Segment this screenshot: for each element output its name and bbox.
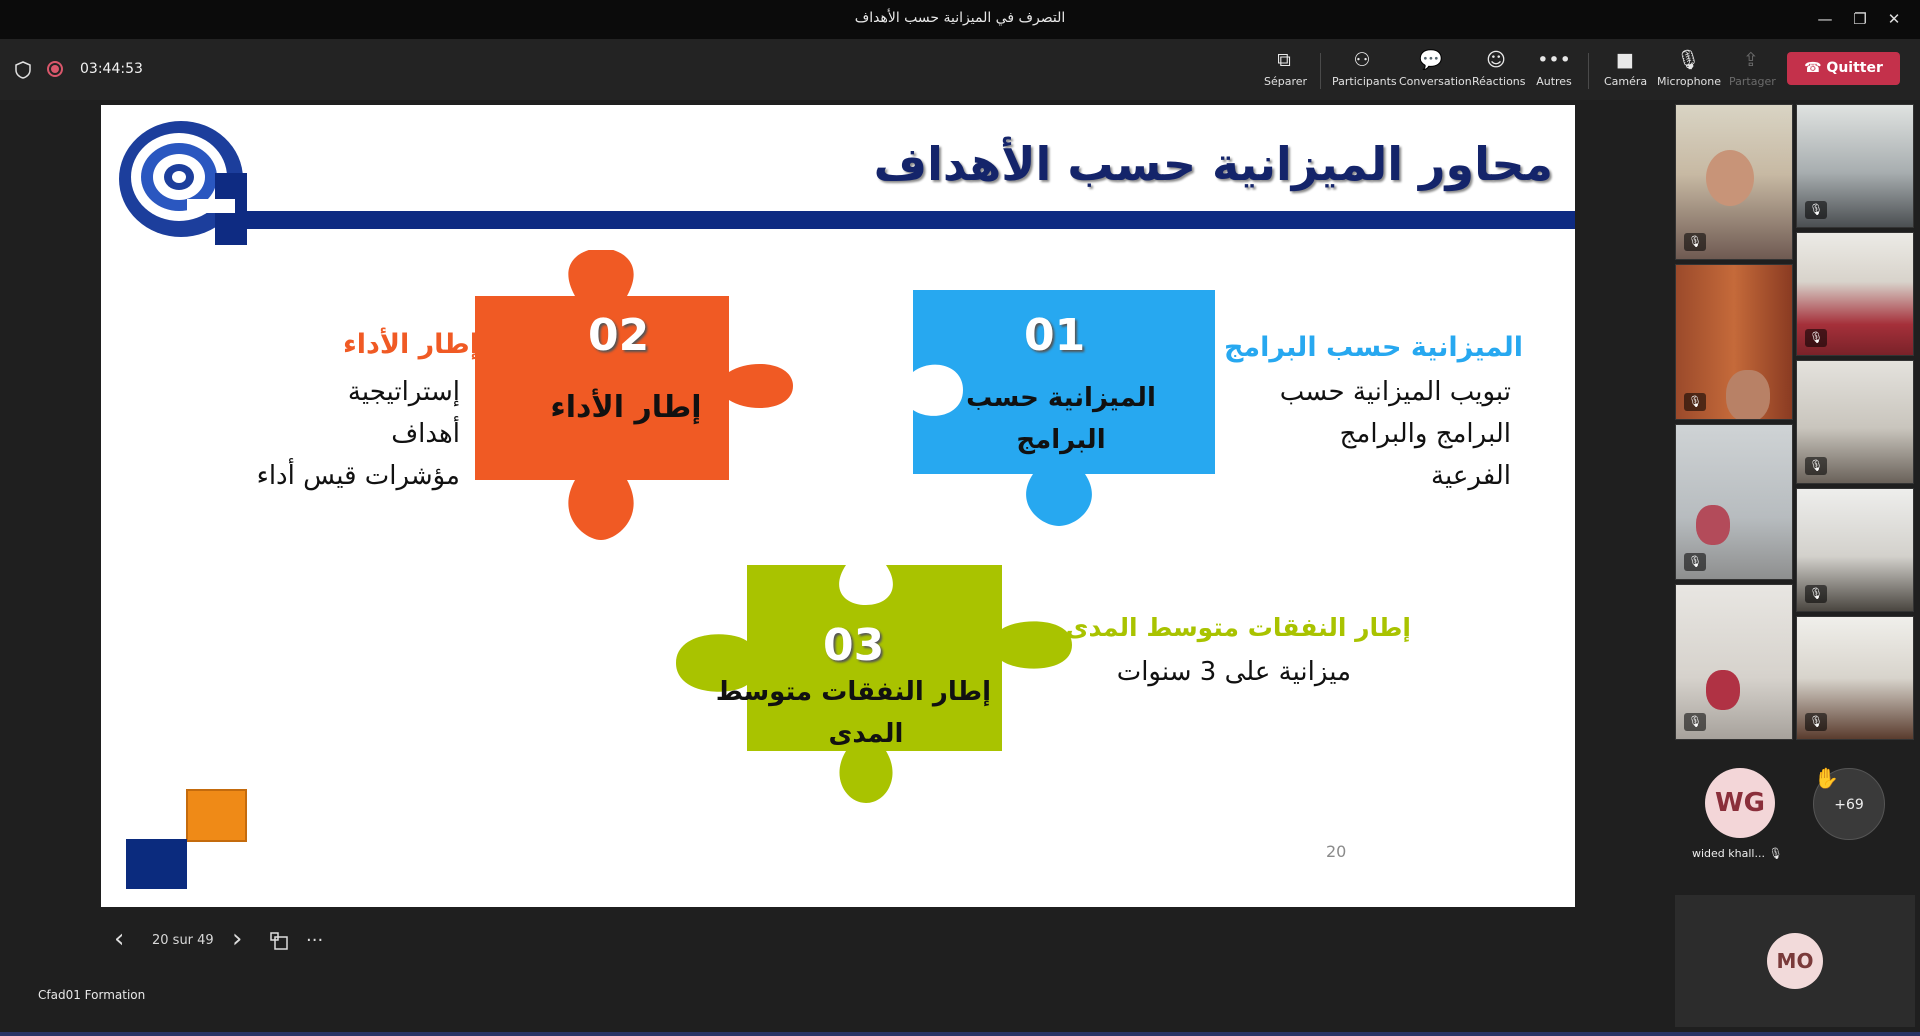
camera-off-icon: ■	[1616, 49, 1634, 71]
mic-off-icon: 🎙	[1684, 553, 1706, 571]
grid-view-icon[interactable]	[270, 932, 288, 950]
participant-video-tile[interactable]	[1796, 616, 1914, 740]
presenter-name: Cfad01 Formation	[38, 988, 146, 1002]
mic-off-icon: 🎙	[1768, 847, 1783, 860]
piece-03-label-line2: المدى	[828, 719, 904, 749]
toolbar-divider	[1588, 53, 1589, 89]
leave-label: Quitter	[1826, 60, 1883, 76]
participant-video-tile[interactable]	[1675, 424, 1793, 580]
participant-name-text: wided khall...	[1692, 847, 1765, 860]
share-label: Partager	[1729, 75, 1776, 88]
desc-01-heading: الميزانية حسب البرامج	[1223, 332, 1523, 363]
mic-off-icon: 🎙	[1675, 49, 1701, 71]
more-label: Autres	[1536, 75, 1572, 88]
participants-label: Participants	[1332, 75, 1397, 88]
popout-label: Séparer	[1264, 75, 1308, 88]
slide-title: محاور الميزانية حسب الأهداف	[873, 137, 1553, 191]
share-icon: ⇪	[1743, 49, 1759, 71]
reactions-label: Réactions	[1472, 75, 1526, 88]
mic-off-icon: 🎙	[1805, 329, 1827, 347]
mic-off-icon: 🎙	[1684, 233, 1706, 251]
participant-video-tile[interactable]	[1796, 104, 1914, 228]
share-button[interactable]	[1729, 45, 1776, 95]
participant-avatar[interactable]: WG	[1705, 768, 1775, 838]
desc-01-line2: البرامج والبرامج	[1339, 419, 1511, 449]
window-title-bar	[0, 0, 1920, 39]
participant-face	[1726, 370, 1770, 420]
participant-video-tile[interactable]	[1675, 104, 1793, 260]
participant-face	[1706, 150, 1754, 206]
piece-03-number: 03	[823, 620, 885, 671]
conversation-button[interactable]	[1399, 45, 1472, 95]
recording-icon	[47, 61, 63, 77]
participant-figure	[1706, 670, 1740, 710]
slide-page-number: 20	[1326, 842, 1347, 861]
piece-03-label-line1: إطار النفقات متوسط	[715, 677, 991, 707]
toolbar-divider	[1320, 53, 1321, 89]
window-title: التصرف في الميزانية حسب الأهداف	[854, 10, 1066, 26]
participant-video-tile[interactable]	[1675, 264, 1793, 420]
mic-off-icon: 🎙	[1805, 201, 1827, 219]
decor-square-orange	[186, 789, 247, 842]
shared-slide	[101, 105, 1575, 907]
desc-03-heading: إطار النفقات متوسط المدى	[1065, 613, 1411, 642]
meeting-toolbar	[0, 39, 1920, 100]
mic-off-icon: 🎙	[1805, 457, 1827, 475]
raised-hand-icon: ✋	[1814, 766, 1839, 790]
camera-label: Caméra	[1604, 75, 1648, 88]
participant-video-tile[interactable]	[1796, 360, 1914, 484]
participant-video-tile[interactable]	[1796, 232, 1914, 356]
desc-02-line2: أهداف	[391, 419, 460, 449]
shield-icon	[15, 61, 31, 79]
participants-button[interactable]	[1332, 45, 1397, 95]
more-button[interactable]	[1534, 45, 1574, 95]
overflow-participants-button[interactable]: +69	[1813, 768, 1885, 840]
desc-01-line1: تبويب الميزانية حسب	[1279, 377, 1511, 407]
decor-square-navy	[126, 839, 187, 889]
popout-icon: ⧉	[1277, 49, 1291, 71]
piece-02-label: إطار الأداء	[550, 390, 702, 425]
piece-01-label-line1: الميزانية حسب	[966, 383, 1156, 413]
participant-name	[1692, 847, 1782, 860]
participant-video-tile[interactable]	[1675, 584, 1793, 740]
desc-02-line3: مؤشرات قيس أداء	[256, 461, 460, 491]
microphone-label: Microphone	[1657, 75, 1722, 88]
desc-02-heading: إطار الأداء	[342, 329, 479, 360]
mic-off-icon: 🎙	[1805, 713, 1827, 731]
previous-slide-button[interactable]: ‹	[114, 924, 125, 954]
participant-video-tile[interactable]	[1796, 488, 1914, 612]
organization-logo	[111, 113, 251, 245]
popout-button[interactable]	[1264, 45, 1308, 95]
desc-01-line3: الفرعية	[1431, 461, 1511, 491]
piece-01-number: 01	[1024, 310, 1086, 361]
more-icon: •••	[1537, 49, 1571, 71]
mic-off-icon: 🎙	[1805, 585, 1827, 603]
participant-figure	[1696, 505, 1730, 545]
leave-button[interactable]	[1787, 52, 1900, 85]
desc-03-line1: ميزانية على 3 سنوات	[1116, 657, 1351, 687]
camera-button[interactable]	[1604, 45, 1646, 95]
slide-position: 20 sur 49	[152, 933, 214, 948]
close-button[interactable]: ✕	[1887, 10, 1901, 28]
people-icon: ⚇	[1353, 49, 1371, 71]
maximize-button[interactable]: ❐	[1853, 10, 1867, 28]
microphone-button[interactable]	[1657, 45, 1722, 95]
next-slide-button[interactable]: ›	[232, 924, 243, 954]
conversation-label: Conversation	[1399, 75, 1472, 88]
meeting-timer: 03:44:53	[80, 61, 143, 77]
bottom-accent-line	[0, 1032, 1920, 1036]
slide-more-button[interactable]: ···	[306, 930, 324, 951]
self-avatar: MO	[1767, 933, 1823, 989]
desc-02-line1: إستراتيجية	[347, 377, 460, 407]
chat-icon: 💬	[1419, 49, 1443, 71]
self-view-tile[interactable]	[1675, 895, 1915, 1027]
mic-off-icon: 🎙	[1684, 393, 1706, 411]
phone-hangup-icon: ☎	[1804, 60, 1827, 76]
piece-01-label-line2: البرامج	[1016, 425, 1106, 455]
piece-02-number: 02	[588, 310, 650, 361]
mic-off-icon: 🎙	[1684, 713, 1706, 731]
emoji-icon: ☺	[1486, 49, 1506, 71]
minimize-button[interactable]: —	[1817, 10, 1833, 28]
title-underline	[245, 211, 1575, 229]
reactions-button[interactable]	[1472, 45, 1526, 95]
